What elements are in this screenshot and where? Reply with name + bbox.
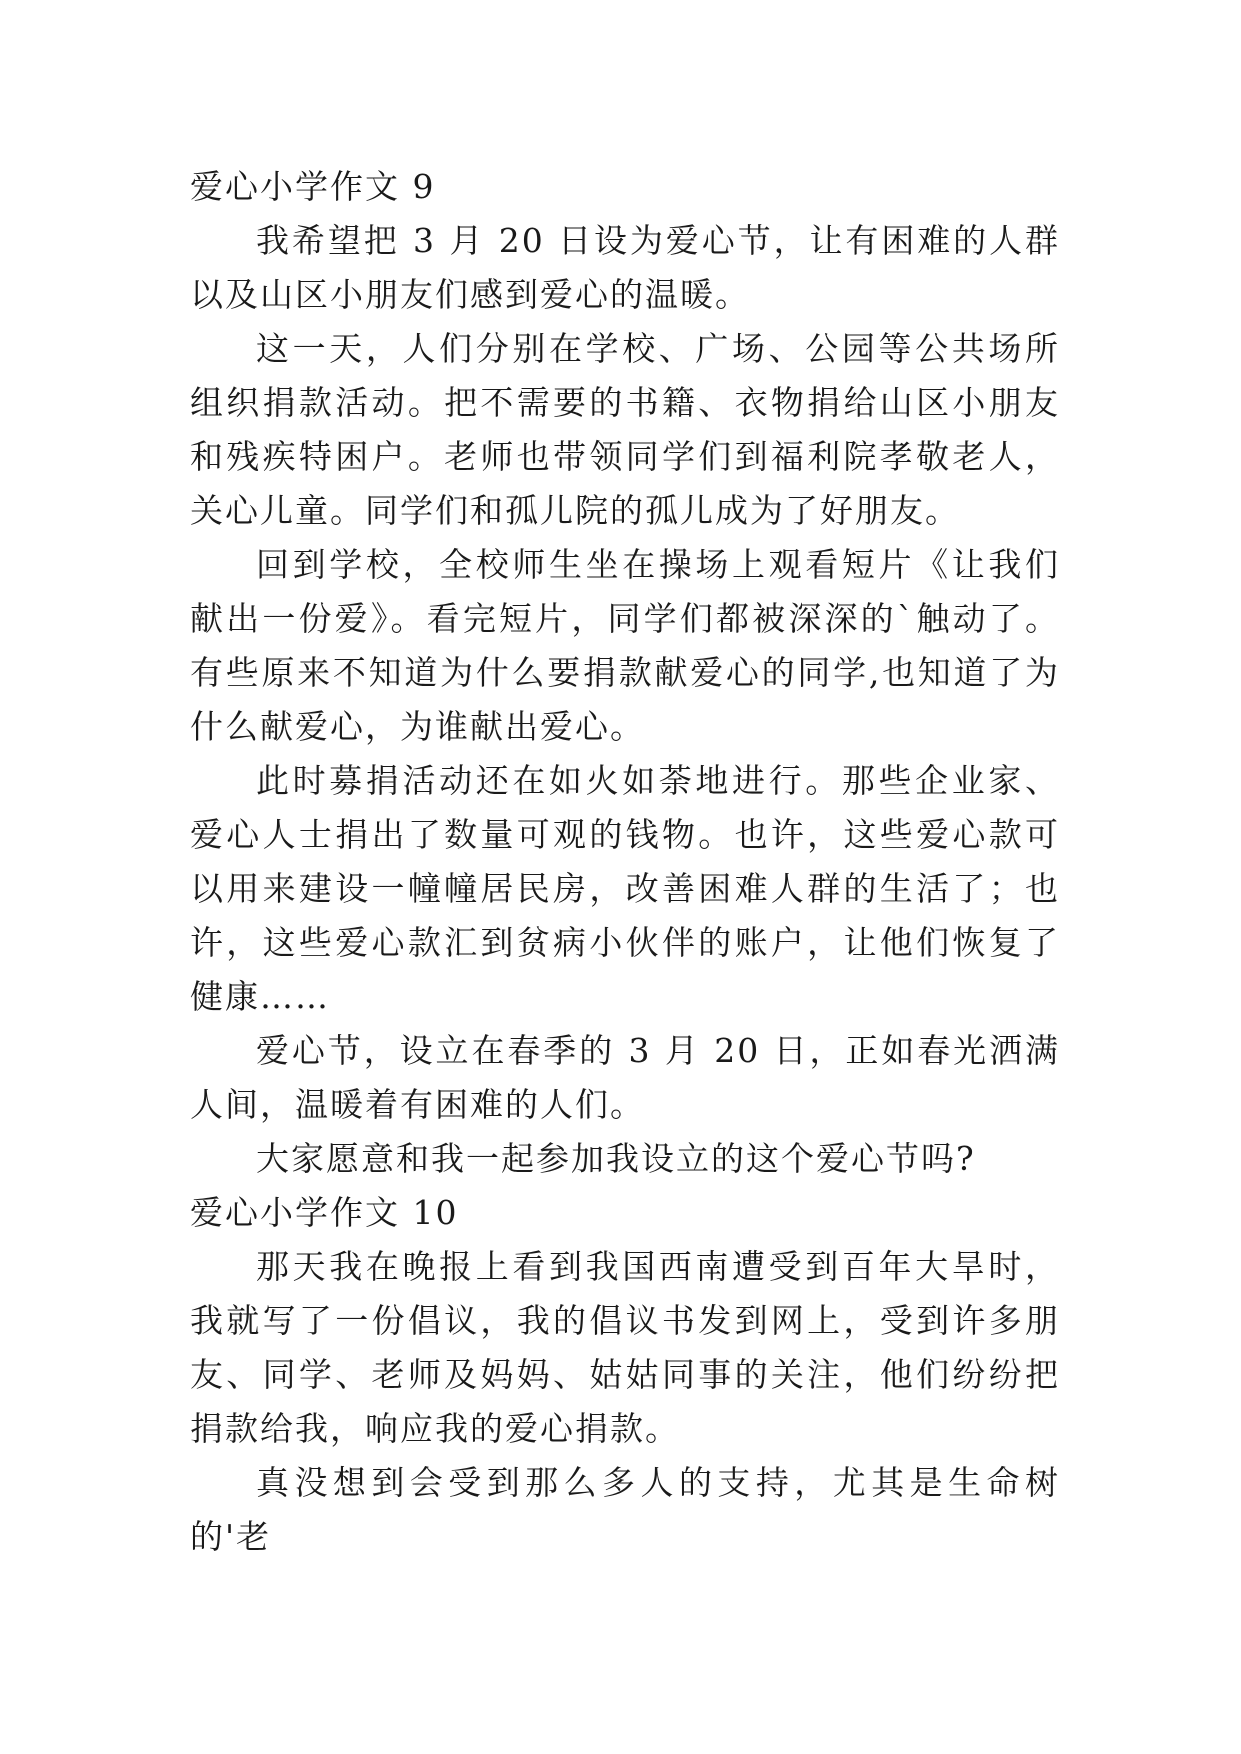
paragraph: 爱心节，设立在春季的 3 月 20 日，正如春光洒满人间，温暖着有困难的人们。 [190,1031,1060,1124]
paragraph: 回到学校，全校师生坐在操场上观看短片《让我们献出一份爱》。看完短片，同学们都被深深的`触动了。有些原来不知道为什么要捐款献爱心的同学,也知道了为什么献爱心，为谁献出爱心。 [190,545,1060,746]
paragraph: 我希望把 3 月 20 日设为爱心节，让有困难的人群以及山区小朋友们感到爱心的温暖。 [190,221,1060,314]
paragraph: 大家愿意和我一起参加我设立的这个爱心节吗? [256,1139,976,1178]
paragraph: 那天我在晚报上看到我国西南遭受到百年大旱时，我就写了一份倡议，我的倡议书发到网上，受到许多朋友、同学、老师及妈妈、姑姑同事的关注，他们纷纷把捐款给我，响应我的爱心捐款。 [190,1247,1060,1448]
paragraph: 此时募捐活动还在如火如荼地进行。那些企业家、爱心人士捐出了数量可观的钱物。也许，这些爱心款可以用来建设一幢幢居民房，改善困难人群的生活了；也许，这些爱心款汇到贫病小伙伴的账户，让他们恢复了健康…… [190,761,1060,1016]
paragraph: 这一天，人们分别在学校、广场、公园等公共场所组织捐款活动。把不需要的书籍、衣物捐给山区小朋友和残疾特困户。老师也带领同学们到福利院孝敬老人，关心儿童。同学们和孤儿院的孤儿成为了好朋友。 [190,329,1060,530]
paragraph: 真没想到会受到那么多人的支持，尤其是生命树的'老 [190,1463,1060,1556]
section-title-essay-9: 爱心小学作文 9 [190,167,436,206]
document-body [190,160,1060,1564]
section-title-essay-10: 爱心小学作文 10 [190,1193,459,1232]
